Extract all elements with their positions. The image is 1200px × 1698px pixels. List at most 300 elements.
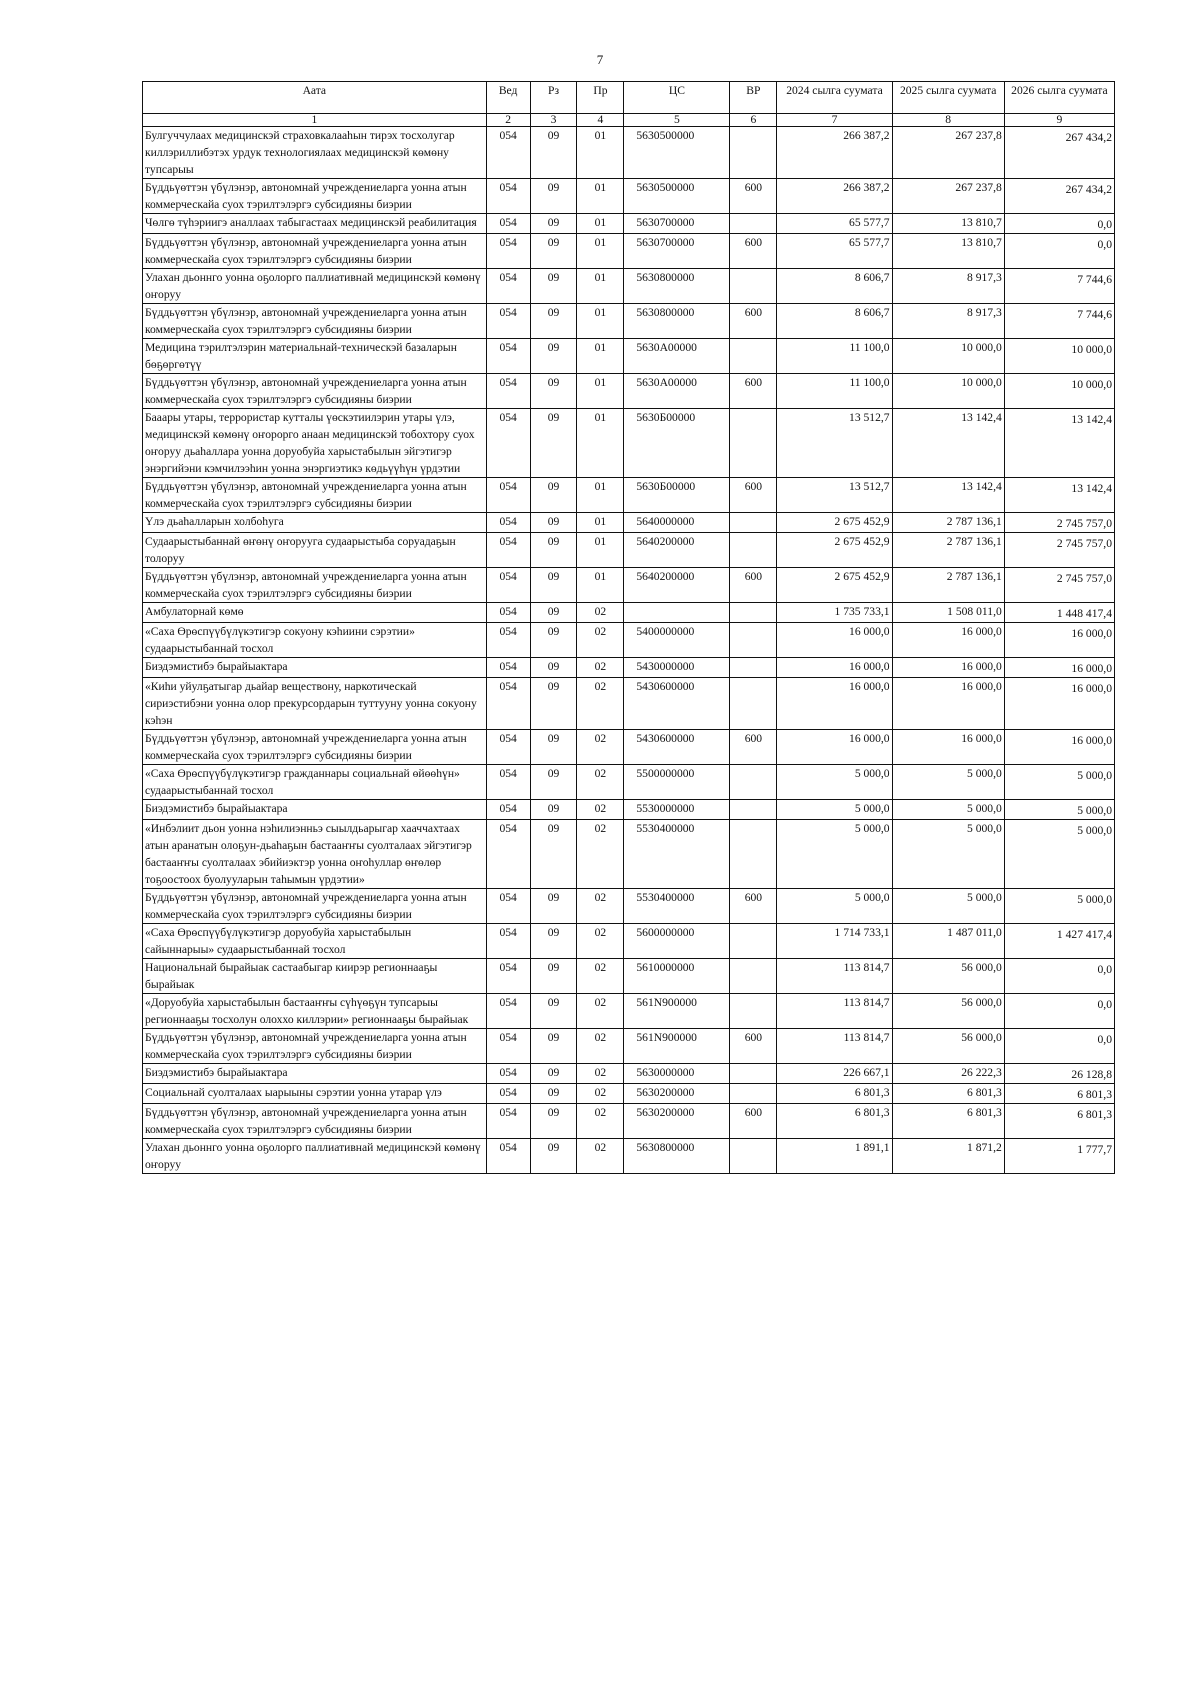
row-rz-cell: 09 [530,959,577,994]
row-vr-cell [730,339,777,374]
row-vr-cell: 600 [730,730,777,765]
row-cs-cell: 5630А00000 [624,339,730,374]
row-pr-cell: 02 [577,800,624,820]
row-2024-cell: 1 735 733,1 [777,603,892,623]
row-2026-cell: 1 777,7 [1004,1139,1114,1174]
row-2026-cell: 1 448 417,4 [1004,603,1114,623]
row-vr-cell [730,269,777,304]
row-2024-cell: 5 000,0 [777,889,892,924]
row-pr-cell: 02 [577,1139,624,1174]
row-cs-cell: 5530000000 [624,800,730,820]
row-ved-cell: 054 [486,478,530,513]
col-header-2024: 2024 сылга суумата [777,82,892,114]
row-vr-cell: 600 [730,374,777,409]
row-pr-cell: 02 [577,1029,624,1064]
row-2025-cell: 2 787 136,1 [892,568,1004,603]
row-rz-cell: 09 [530,1029,577,1064]
row-cs-cell: 5500000000 [624,765,730,800]
budget-table [142,81,1115,1174]
row-pr-cell: 02 [577,603,624,623]
column-number: 9 [1004,114,1114,127]
row-name-cell: Амбулаторнай көмө [143,603,487,623]
row-2024-cell: 13 512,7 [777,478,892,513]
row-ved-cell: 054 [486,568,530,603]
row-vr-cell [730,214,777,234]
row-rz-cell: 09 [530,304,577,339]
row-rz-cell: 09 [530,568,577,603]
row-vr-cell: 600 [730,568,777,603]
row-pr-cell: 02 [577,730,624,765]
row-2025-cell: 8 917,3 [892,304,1004,339]
table-row [143,730,1115,765]
row-name-cell: Бааары утары, террористар кутталы үөскэтиилэрин утары үлэ, медицинскэй көмөнү оҥорорго анаан медицинскэй тобохтору суох оҥоруу дьаһаллара уонна доруобуйа харыстабылын эйгэтигэр энэргийэни кэмчилээһин уонна энэргиэтикэ көдьүүһүн үрдэтии [143,409,487,478]
row-ved-cell: 054 [486,1064,530,1084]
row-rz-cell: 09 [530,1139,577,1174]
table-row [143,994,1115,1029]
column-number: 5 [624,114,730,127]
table-row [143,959,1115,994]
row-cs-cell: 5630700000 [624,214,730,234]
row-2024-cell: 65 577,7 [777,234,892,269]
row-2026-cell: 16 000,0 [1004,658,1114,678]
row-2026-cell: 267 434,2 [1004,179,1114,214]
row-ved-cell: 054 [486,603,530,623]
row-name-cell: Бүддьүөттэн үбүлэнэр, автономнай учреждениеларга уонна атын коммерческайа суох тэрилтэлэргэ субсидияны биэрии [143,234,487,269]
row-vr-cell [730,800,777,820]
row-ved-cell: 054 [486,730,530,765]
row-2025-cell: 1 487 011,0 [892,924,1004,959]
row-2025-cell: 5 000,0 [892,800,1004,820]
row-ved-cell: 054 [486,269,530,304]
row-2025-cell: 8 917,3 [892,269,1004,304]
row-2026-cell: 6 801,3 [1004,1104,1114,1139]
row-vr-cell [730,994,777,1029]
row-name-cell: «Доруобуйа харыстабылын бастааҥҥы сүһүөҕүн тупсарыы регионнааҕы тосхолун олоххо киллэрии» регионнааҕы бырайыак [143,994,487,1029]
row-rz-cell: 09 [530,924,577,959]
row-2025-cell: 56 000,0 [892,1029,1004,1064]
column-number: 3 [530,114,577,127]
row-pr-cell: 02 [577,765,624,800]
row-name-cell: Медицина тэрилтэлэрин материальнай-техническэй базаларын бөҕөргөтүү [143,339,487,374]
row-2024-cell: 226 667,1 [777,1064,892,1084]
row-vr-cell [730,924,777,959]
row-ved-cell: 054 [486,533,530,568]
row-ved-cell: 054 [486,889,530,924]
row-2025-cell: 2 787 136,1 [892,533,1004,568]
table-row [143,1084,1115,1104]
row-name-cell: Улахан дьоннго уонна оҕолорго паллиативнай медицинскэй көмөнү оҥоруу [143,269,487,304]
row-ved-cell: 054 [486,924,530,959]
table-row [143,678,1115,730]
row-name-cell: Биэдэмистибэ бырайыактара [143,658,487,678]
row-ved-cell: 054 [486,179,530,214]
row-ved-cell: 054 [486,409,530,478]
row-vr-cell: 600 [730,1104,777,1139]
row-vr-cell [730,765,777,800]
row-rz-cell: 09 [530,374,577,409]
column-number: 7 [777,114,892,127]
row-2026-cell: 5 000,0 [1004,800,1114,820]
row-ved-cell: 054 [486,800,530,820]
row-rz-cell: 09 [530,1064,577,1084]
row-2025-cell: 267 237,8 [892,127,1004,179]
row-2024-cell: 113 814,7 [777,994,892,1029]
row-name-cell: «Саха Өрөспүүбүлүкэтигэр гражданнары социальнай өйөөһүн» судаарыстыбаннай тосхол [143,765,487,800]
row-2024-cell: 6 801,3 [777,1084,892,1104]
row-2024-cell: 266 387,2 [777,179,892,214]
row-2026-cell: 5 000,0 [1004,820,1114,889]
row-vr-cell: 600 [730,889,777,924]
row-rz-cell: 09 [530,214,577,234]
row-ved-cell: 054 [486,765,530,800]
row-name-cell: Үлэ дьаһалларын холбоһуга [143,513,487,533]
table-row [143,658,1115,678]
table-row [143,304,1115,339]
row-rz-cell: 09 [530,765,577,800]
row-rz-cell: 09 [530,533,577,568]
row-2025-cell: 56 000,0 [892,994,1004,1029]
row-2024-cell: 5 000,0 [777,800,892,820]
row-name-cell: «Киһи уйулҕатыгар дьайар веществону, наркотическай сириэстибэни уонна олор прекурсордарын туттууну уонна сокуону кэһэн [143,678,487,730]
table-row [143,568,1115,603]
row-pr-cell: 02 [577,924,624,959]
row-ved-cell: 054 [486,339,530,374]
col-header-vr: ВР [730,82,777,114]
row-name-cell: Бүддьүөттэн үбүлэнэр, автономнай учреждениеларга уонна атын коммерческайа суох тэрилтэлэргэ субсидияны биэрии [143,730,487,765]
row-ved-cell: 054 [486,1104,530,1139]
row-cs-cell: 5530400000 [624,889,730,924]
table-row [143,214,1115,234]
row-2024-cell: 2 675 452,9 [777,513,892,533]
row-rz-cell: 09 [530,800,577,820]
row-name-cell: Улахан дьоннго уонна оҕолорго паллиативнай медицинскэй көмөнү оҥоруу [143,1139,487,1174]
row-vr-cell [730,1139,777,1174]
table-body [143,127,1115,1174]
row-pr-cell: 01 [577,179,624,214]
column-number: 8 [892,114,1004,127]
row-2026-cell: 2 745 757,0 [1004,568,1114,603]
row-vr-cell [730,678,777,730]
row-vr-cell: 600 [730,179,777,214]
row-pr-cell: 01 [577,568,624,603]
row-vr-cell [730,409,777,478]
col-header-pr: Пр [577,82,624,114]
row-ved-cell: 054 [486,959,530,994]
row-2026-cell: 13 142,4 [1004,409,1114,478]
row-cs-cell: 5400000000 [624,623,730,658]
table-row [143,179,1115,214]
column-number: 2 [486,114,530,127]
table-row [143,339,1115,374]
column-number: 1 [143,114,487,127]
row-2026-cell: 2 745 757,0 [1004,513,1114,533]
row-2025-cell: 10 000,0 [892,339,1004,374]
table-row [143,623,1115,658]
table-row [143,127,1115,179]
col-header-ved: Вед [486,82,530,114]
row-name-cell: Национальнай бырайыак састаабыгар киирэр регионнааҕы бырайыак [143,959,487,994]
row-pr-cell: 02 [577,1064,624,1084]
row-pr-cell: 02 [577,994,624,1029]
row-name-cell: Бүддьүөттэн үбүлэнэр, автономнай учреждениеларга уонна атын коммерческайа суох тэрилтэлэргэ субсидияны биэрии [143,1104,487,1139]
row-cs-cell: 5630200000 [624,1104,730,1139]
row-pr-cell: 01 [577,304,624,339]
row-vr-cell: 600 [730,478,777,513]
row-rz-cell: 09 [530,820,577,889]
table-row [143,533,1115,568]
row-pr-cell: 01 [577,478,624,513]
row-ved-cell: 054 [486,127,530,179]
row-cs-cell: 5530400000 [624,820,730,889]
row-2025-cell: 5 000,0 [892,765,1004,800]
col-header-2026: 2026 сылга суумата [1004,82,1114,114]
row-2024-cell: 16 000,0 [777,623,892,658]
row-cs-cell: 5630800000 [624,304,730,339]
row-rz-cell: 09 [530,127,577,179]
row-ved-cell: 054 [486,623,530,658]
row-pr-cell: 02 [577,623,624,658]
row-vr-cell: 600 [730,234,777,269]
col-header-cs: ЦС [624,82,730,114]
row-vr-cell [730,623,777,658]
table-row [143,513,1115,533]
row-vr-cell [730,959,777,994]
row-pr-cell: 02 [577,658,624,678]
row-2025-cell: 16 000,0 [892,658,1004,678]
row-pr-cell: 01 [577,214,624,234]
row-2025-cell: 26 222,3 [892,1064,1004,1084]
row-2025-cell: 56 000,0 [892,959,1004,994]
row-cs-cell: 5630Б00000 [624,478,730,513]
row-name-cell: «Саха Өрөспүүбүлүкэтигэр доруобуйа харыстабылын сайыннарыы» судаарыстыбаннай тосхол [143,924,487,959]
row-2026-cell: 267 434,2 [1004,127,1114,179]
row-name-cell: Бүддьүөттэн үбүлэнэр, автономнай учреждениеларга уонна атын коммерческайа суох тэрилтэлэргэ субсидияны биэрии [143,1029,487,1064]
row-rz-cell: 09 [530,409,577,478]
row-2024-cell: 1 891,1 [777,1139,892,1174]
row-cs-cell: 5630Б00000 [624,409,730,478]
row-name-cell: Чөлгө түһэриигэ аналлаах табыгастаах медицинскэй реабилитация [143,214,487,234]
row-pr-cell: 02 [577,820,624,889]
row-2024-cell: 5 000,0 [777,765,892,800]
row-name-cell: Судаарыстыбаннай өҥөнү оҥорууга судаарыстыба соруадаҕын толоруу [143,533,487,568]
row-2026-cell: 0,0 [1004,994,1114,1029]
col-header-name: Аата [143,82,487,114]
row-2024-cell: 1 714 733,1 [777,924,892,959]
row-vr-cell [730,1084,777,1104]
table-row [143,234,1115,269]
row-rz-cell: 09 [530,269,577,304]
row-2024-cell: 113 814,7 [777,1029,892,1064]
table-row [143,800,1115,820]
row-2025-cell: 16 000,0 [892,730,1004,765]
table-header-row [143,82,1115,114]
row-2024-cell: 8 606,7 [777,304,892,339]
row-rz-cell: 09 [530,678,577,730]
row-name-cell: Биэдэмистибэ бырайыактара [143,800,487,820]
row-2025-cell: 267 237,8 [892,179,1004,214]
row-cs-cell: 5430600000 [624,678,730,730]
row-rz-cell: 09 [530,339,577,374]
row-cs-cell: 5630500000 [624,127,730,179]
row-rz-cell: 09 [530,889,577,924]
row-cs-cell: 5630800000 [624,1139,730,1174]
row-cs-cell: 561N900000 [624,1029,730,1064]
row-2024-cell: 13 512,7 [777,409,892,478]
row-2025-cell: 10 000,0 [892,374,1004,409]
table-row [143,1064,1115,1084]
row-2025-cell: 1 508 011,0 [892,603,1004,623]
row-pr-cell: 02 [577,1084,624,1104]
row-2026-cell: 0,0 [1004,214,1114,234]
row-2024-cell: 6 801,3 [777,1104,892,1139]
row-rz-cell: 09 [530,179,577,214]
row-cs-cell: 5630000000 [624,1064,730,1084]
row-cs-cell: 5630800000 [624,269,730,304]
row-name-cell: Бүддьүөттэн үбүлэнэр, автономнай учреждениеларга уонна атын коммерческайа суох тэрилтэлэргэ субсидияны биэрии [143,179,487,214]
row-pr-cell: 02 [577,889,624,924]
row-pr-cell: 01 [577,269,624,304]
row-2024-cell: 8 606,7 [777,269,892,304]
row-rz-cell: 09 [530,603,577,623]
row-ved-cell: 054 [486,820,530,889]
row-pr-cell: 01 [577,533,624,568]
row-cs-cell: 5630700000 [624,234,730,269]
row-ved-cell: 054 [486,1084,530,1104]
row-2026-cell: 10 000,0 [1004,339,1114,374]
row-ved-cell: 054 [486,658,530,678]
row-2024-cell: 16 000,0 [777,678,892,730]
row-2024-cell: 266 387,2 [777,127,892,179]
row-cs-cell: 5640200000 [624,568,730,603]
table-row [143,765,1115,800]
row-ved-cell: 054 [486,1029,530,1064]
table-row [143,1139,1115,1174]
row-name-cell: Булгуччулаах медицинскэй страховкалааһын тирэх тосхолугар киллэриллибэтэх урдук технологиялаах медицинскэй көмөну тупсарыы [143,127,487,179]
row-rz-cell: 09 [530,478,577,513]
row-vr-cell [730,820,777,889]
row-2026-cell: 0,0 [1004,234,1114,269]
row-2026-cell: 7 744,6 [1004,304,1114,339]
table-row [143,924,1115,959]
row-name-cell: Социальнай суолталаах ыарыыны сэрэтии уонна утарар үлэ [143,1084,487,1104]
column-number: 6 [730,114,777,127]
row-cs-cell: 5630200000 [624,1084,730,1104]
row-2024-cell: 5 000,0 [777,820,892,889]
table-row [143,1104,1115,1139]
row-2026-cell: 26 128,8 [1004,1064,1114,1084]
row-2025-cell: 13 142,4 [892,409,1004,478]
row-rz-cell: 09 [530,730,577,765]
row-2025-cell: 13 142,4 [892,478,1004,513]
row-vr-cell [730,533,777,568]
row-2024-cell: 2 675 452,9 [777,533,892,568]
row-2025-cell: 16 000,0 [892,623,1004,658]
row-2025-cell: 2 787 136,1 [892,513,1004,533]
row-2024-cell: 65 577,7 [777,214,892,234]
row-ved-cell: 054 [486,374,530,409]
row-name-cell: Бүддьүөттэн үбүлэнэр, автономнай учреждениеларга уонна атын коммерческайа суох тэрилтэлэргэ субсидияны биэрии [143,568,487,603]
row-2025-cell: 16 000,0 [892,678,1004,730]
col-header-2025: 2025 сылга суумата [892,82,1004,114]
row-rz-cell: 09 [530,1104,577,1139]
row-2026-cell: 16 000,0 [1004,730,1114,765]
row-pr-cell: 01 [577,409,624,478]
row-pr-cell: 02 [577,678,624,730]
row-vr-cell [730,603,777,623]
row-ved-cell: 054 [486,678,530,730]
row-rz-cell: 09 [530,623,577,658]
column-number: 4 [577,114,624,127]
row-cs-cell: 5610000000 [624,959,730,994]
row-pr-cell: 01 [577,127,624,179]
row-pr-cell: 02 [577,959,624,994]
row-name-cell: «Саха Өрөспүүбүлүкэтигэр сокуону кэһиини сэрэтии» судаарыстыбаннай тосхол [143,623,487,658]
row-ved-cell: 054 [486,304,530,339]
row-2026-cell: 16 000,0 [1004,623,1114,658]
table-row [143,889,1115,924]
row-pr-cell: 01 [577,513,624,533]
row-2025-cell: 13 810,7 [892,214,1004,234]
row-pr-cell: 02 [577,1104,624,1139]
column-number-row [143,114,1115,127]
row-vr-cell [730,513,777,533]
row-name-cell: «Инбэлиит дьон уонна нэһилиэнньэ сыылдьарыгар хааччахтаах атын аранатын олоҕун-дьаһаҕын бастааҥҥы суолталаах эйгэтигэр бастааҥҥы суолталаах эбийиэктэр уонна оҥоһуллар өҥөлөр тоҕоостоох буолууларын таһымын үрдэтии» [143,820,487,889]
table-row [143,269,1115,304]
row-2024-cell: 113 814,7 [777,959,892,994]
row-2024-cell: 2 675 452,9 [777,568,892,603]
row-vr-cell [730,127,777,179]
row-rz-cell: 09 [530,658,577,678]
row-vr-cell [730,658,777,678]
row-2026-cell: 6 801,3 [1004,1084,1114,1104]
row-vr-cell [730,1064,777,1084]
row-2025-cell: 13 810,7 [892,234,1004,269]
row-vr-cell: 600 [730,304,777,339]
row-2024-cell: 11 100,0 [777,339,892,374]
row-name-cell: Биэдэмистибэ бырайыактара [143,1064,487,1084]
row-cs-cell: 5430600000 [624,730,730,765]
row-2026-cell: 16 000,0 [1004,678,1114,730]
row-2024-cell: 11 100,0 [777,374,892,409]
row-ved-cell: 054 [486,994,530,1029]
row-vr-cell: 600 [730,1029,777,1064]
row-2025-cell: 5 000,0 [892,820,1004,889]
row-2024-cell: 16 000,0 [777,658,892,678]
row-pr-cell: 01 [577,339,624,374]
row-2025-cell: 6 801,3 [892,1084,1004,1104]
row-name-cell: Бүддьүөттэн үбүлэнэр, автономнай учреждениеларга уонна атын коммерческайа суох тэрилтэлэргэ субсидияны биэрии [143,374,487,409]
row-2026-cell: 1 427 417,4 [1004,924,1114,959]
table-row [143,409,1115,478]
row-pr-cell: 01 [577,234,624,269]
row-cs-cell: 5640200000 [624,533,730,568]
row-cs-cell [624,603,730,623]
row-cs-cell: 5600000000 [624,924,730,959]
row-2025-cell: 1 871,2 [892,1139,1004,1174]
row-rz-cell: 09 [530,1084,577,1104]
table-row [143,374,1115,409]
row-2024-cell: 16 000,0 [777,730,892,765]
row-cs-cell: 561N900000 [624,994,730,1029]
row-2026-cell: 7 744,6 [1004,269,1114,304]
row-cs-cell: 5640000000 [624,513,730,533]
row-2026-cell: 10 000,0 [1004,374,1114,409]
table-row [143,820,1115,889]
row-ved-cell: 054 [486,1139,530,1174]
row-cs-cell: 5630А00000 [624,374,730,409]
row-name-cell: Бүддьүөттэн үбүлэнэр, автономнай учреждениеларга уонна атын коммерческайа суох тэрилтэлэргэ субсидияны биэрии [143,889,487,924]
row-2026-cell: 13 142,4 [1004,478,1114,513]
